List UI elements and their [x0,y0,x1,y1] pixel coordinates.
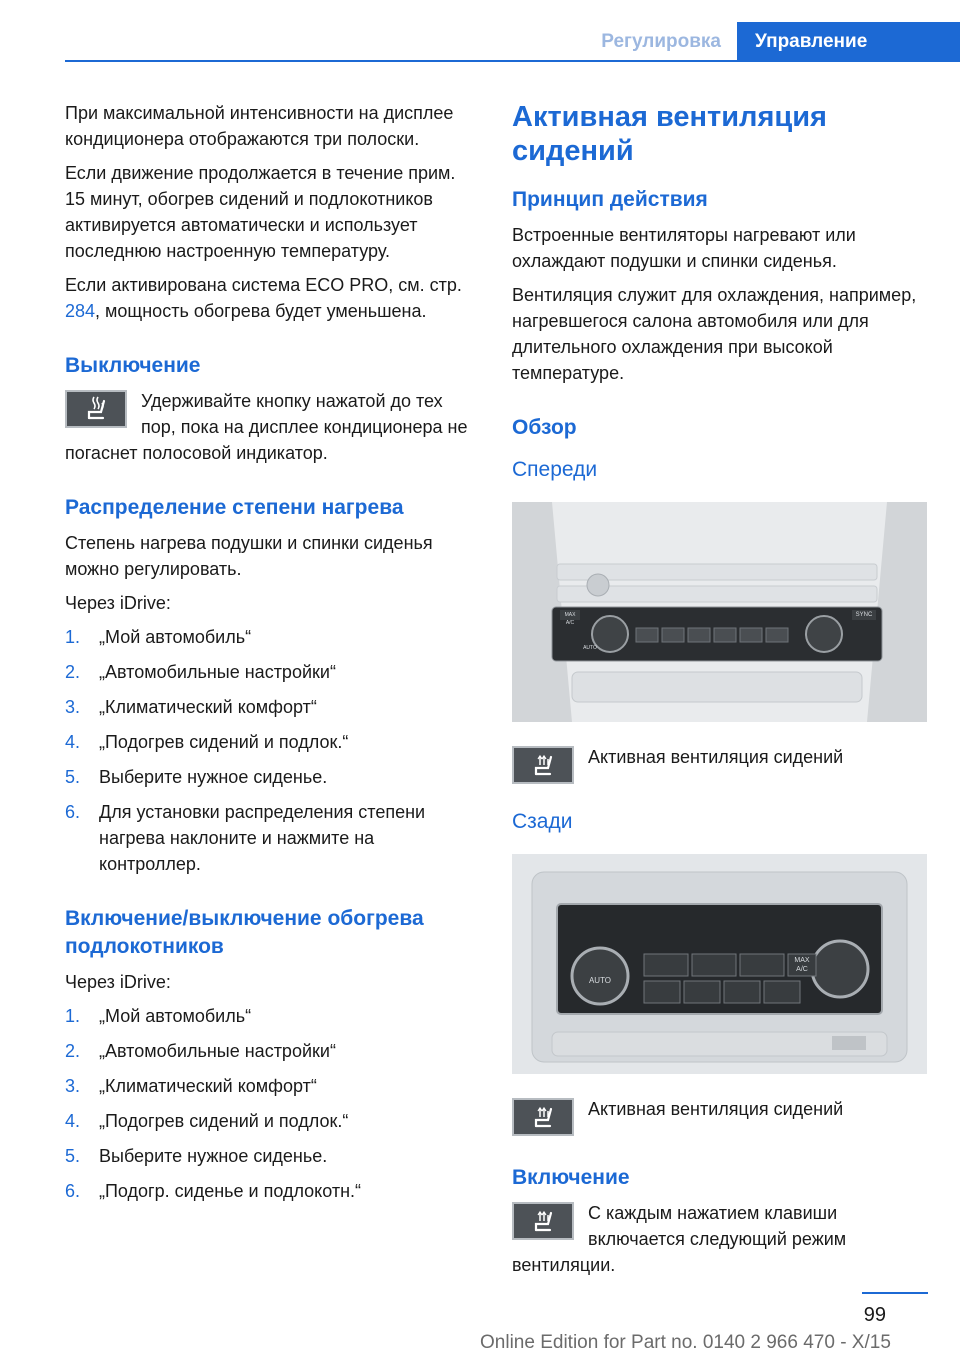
front-label-max-ac: MAX A/C [564,612,576,626]
armrest-steps [65,1003,470,1204]
front-console-photo [512,502,927,722]
step-text: „Подогрев сидений и подлок.“ [99,732,349,752]
intro-paragraph-3-text-a: Если активирована система ECO PRO, см. стр. [65,275,462,295]
rear-console-photo [512,854,927,1074]
step-text: Выберите нужное сиденье. [99,1146,328,1166]
step-text: „Мой автомобиль“ [99,627,252,647]
step-text: „Подогрев сидений и подлок.“ [99,1111,349,1131]
step-text: Для установки распределения степени нагрева наклоните и нажмите на контроллер. [99,802,426,874]
step-number: 1. [65,627,81,647]
list-item [65,799,470,877]
rear-label-auto: AUTO [588,976,612,985]
step-number: 1. [65,1006,81,1026]
list-item [65,1038,470,1064]
step-number: 5. [65,1146,81,1166]
intro-paragraph-3-text-b: , мощность обогрева будет уменьшена. [95,301,427,321]
right-column [512,100,932,1286]
page-header [65,22,960,62]
intro-paragraph-3 [65,272,470,324]
heat-distribution-via: Через iDrive: [65,593,171,613]
step-text: Выберите нужное сиденье. [99,767,328,787]
heading-rear: Сзади [512,810,573,833]
switch-on-block [512,1200,932,1278]
step-number: 2. [65,1041,81,1061]
intro-paragraph-1: При максимальной интенсивности на дисплее кондиционера отображаются три полоски. [65,103,454,149]
tab-adjusting[interactable]: Регулировка [601,31,721,52]
heading-overview: Обзор [512,416,577,439]
step-number: 3. [65,697,81,717]
rear-caption-block [512,1096,932,1136]
page-link-284[interactable]: 284 [65,301,96,321]
principle-paragraph-2: Вентиляция служит для охлаждения, например, нагревшегося салона автомобиля или для длительного охлаждения при высокой температуре. [512,285,917,383]
footer-rule [862,1292,928,1294]
step-number: 3. [65,1076,81,1096]
armrest-via: Через iDrive: [65,972,171,992]
step-text: „Автомобильные настройки“ [99,662,336,682]
heading-armrest-heating: Включение/выключение обогрева подлокотников [65,907,424,958]
seat-ventilation-icon [512,1098,574,1136]
step-text: „Мой автомобиль“ [99,1006,252,1026]
step-number: 4. [65,732,81,752]
step-number: 6. [65,1181,81,1201]
switch-off-block [65,388,470,466]
list-item [65,1003,470,1029]
page-number: 99 [863,1304,886,1326]
tab-controls[interactable]: Управление [737,22,960,62]
step-number: 2. [65,662,81,682]
switch-on-text: С каждым нажатием клавиши включается следующий режим вентиляции. [512,1203,847,1275]
list-item [65,659,470,685]
rear-caption: Активная вентиляция сидений [588,1099,844,1119]
step-text: „Автомобильные настройки“ [99,1041,336,1061]
switch-off-text: Удерживайте кнопку нажатой до тех пор, пока на дисплее кондиционера не погаснет полосовой индикатор. [65,391,468,463]
list-item [65,1073,470,1099]
intro-paragraph-2: Если движение продолжается в течение прим. 15 минут, обогрев сидений и подлокотников активируется автоматически и использует последнюю настроенную температуру. [65,163,456,261]
section-title: Активная вентиляция сидений [512,101,827,167]
list-item [65,1108,470,1134]
rear-label-max-ac: MAX A/C [794,957,810,973]
list-item [65,694,470,720]
heat-distribution-steps [65,624,470,877]
step-number: 6. [65,802,81,822]
step-text: „Подогр. сиденье и подлокотн.“ [99,1181,362,1201]
front-label-sync: SYNC [855,612,873,618]
list-item [65,1143,470,1169]
heading-principle: Принцип действия [512,188,708,211]
list-item [65,624,470,650]
heading-switch-off: Выключение [65,354,201,377]
list-item [65,1178,470,1204]
left-column [65,100,470,1213]
step-number: 5. [65,767,81,787]
list-item [65,729,470,755]
page-footer [0,1282,960,1362]
heading-heat-distribution: Распределение степени нагрева [65,496,404,519]
principle-paragraph-1: Встроенные вентиляторы нагревают или охлаждают подушки и спинки сиденья. [512,225,856,271]
step-text: „Климатический комфорт“ [99,1076,317,1096]
seat-heating-icon [65,390,127,428]
edition-note: Online Edition for Part no. 0140 2 966 470 - X/15 [480,1332,891,1353]
list-item [65,764,470,790]
seat-ventilation-icon [512,1202,574,1240]
heading-switch-on: Включение [512,1166,630,1189]
front-caption: Активная вентиляция сидений [588,747,844,767]
heat-distribution-text: Степень нагрева подушки и спинки сиденья можно регулировать. [65,533,433,579]
step-text: „Климатический комфорт“ [99,697,317,717]
heading-front: Спереди [512,458,598,481]
front-caption-block [512,744,932,784]
step-number: 4. [65,1111,81,1131]
seat-ventilation-icon [512,746,574,784]
front-label-auto: AUTO [583,645,597,651]
